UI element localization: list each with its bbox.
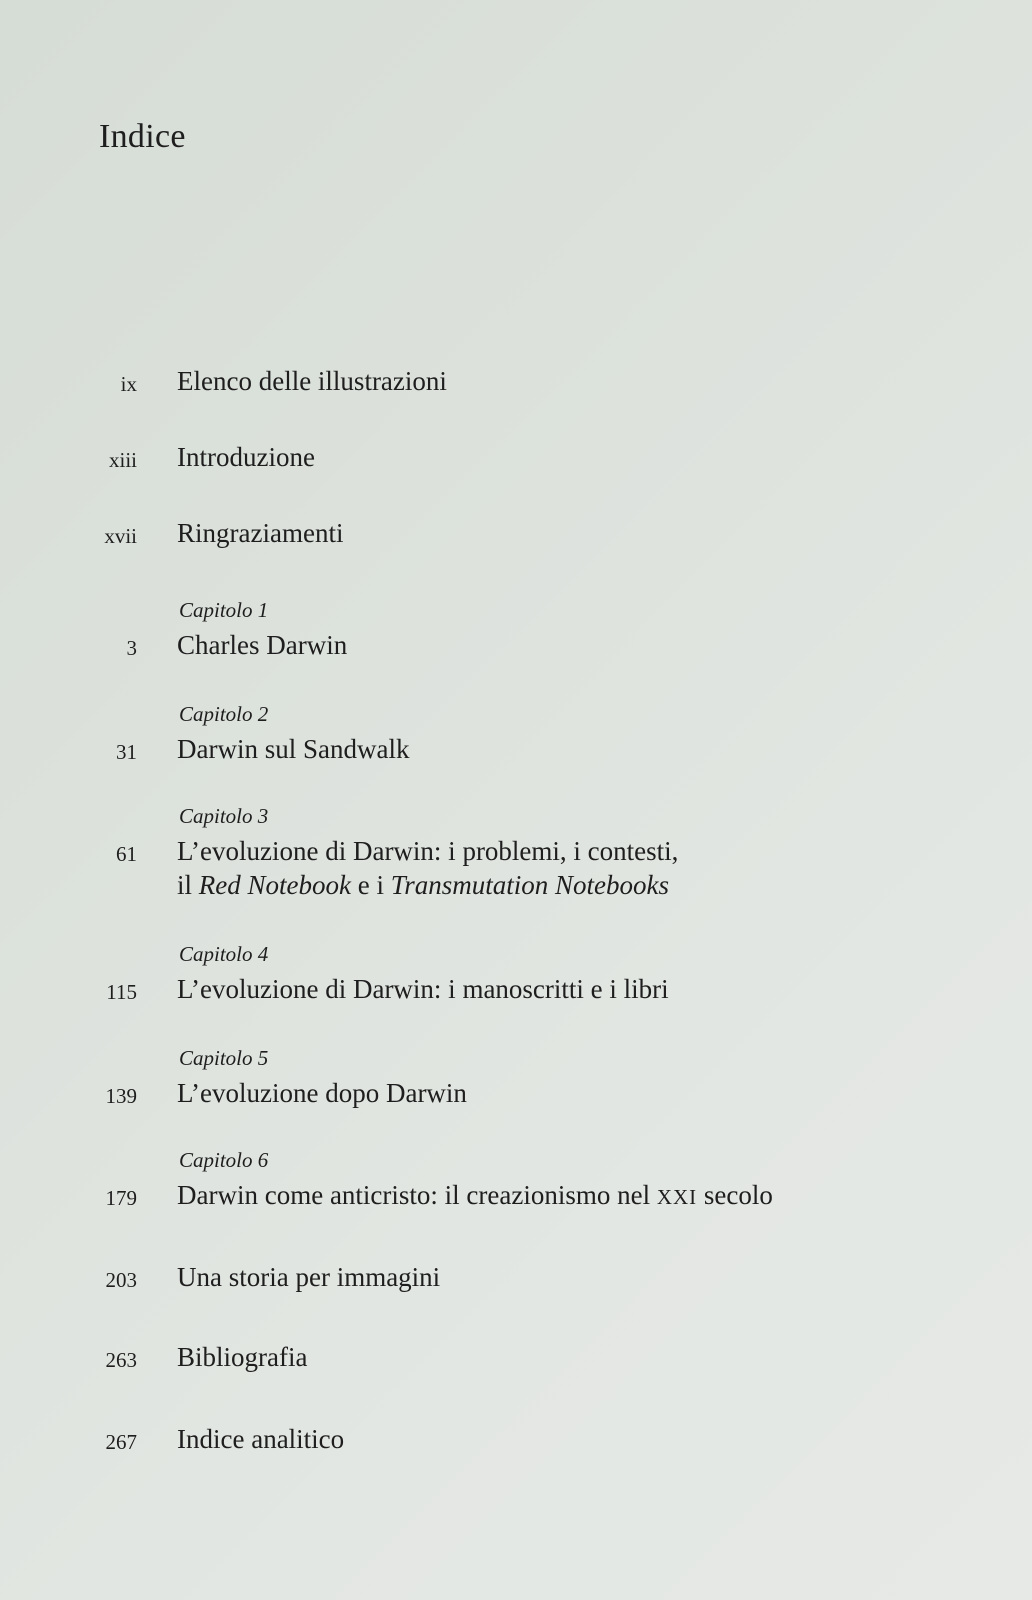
chapter-label: Capitolo 3	[179, 804, 269, 828]
entry-title: Darwin sul Sandwalk	[177, 734, 410, 764]
entry-title: L’evoluzione di Darwin: i manoscritti e i libri	[177, 974, 669, 1004]
entry-title: Indice analitico	[177, 1424, 345, 1454]
chapter-label: Capitolo 1	[179, 598, 269, 622]
page-number: 263	[105, 1348, 137, 1372]
entry-title-line-1: L’evoluzione di Darwin: i problemi, i contesti,	[177, 836, 679, 866]
entry-title: Una storia per immagini	[177, 1262, 441, 1292]
text: secolo	[697, 1180, 773, 1210]
italic-title: Red Notebook	[198, 870, 351, 900]
text: il	[177, 870, 199, 900]
page-number: 267	[105, 1430, 137, 1454]
page-number: 3	[126, 636, 137, 660]
page-number: 115	[106, 980, 137, 1004]
chapter-label: Capitolo 2	[179, 702, 269, 726]
page-number: 139	[105, 1084, 137, 1108]
page-number: 203	[105, 1268, 137, 1292]
entry-title: Bibliografia	[177, 1342, 308, 1372]
text: Darwin come anticristo: il creazionismo nel	[177, 1180, 657, 1210]
page-number: ix	[120, 372, 137, 396]
page-number: 31	[116, 740, 137, 764]
page-number: 179	[105, 1186, 137, 1210]
entry-title: L’evoluzione dopo Darwin	[177, 1078, 467, 1108]
page-number: xiii	[108, 448, 137, 472]
entry-title-line-2	[177, 868, 669, 902]
text: e i	[350, 870, 391, 900]
entry-title: Introduzione	[177, 442, 315, 472]
entry-title: Ringraziamenti	[177, 518, 344, 548]
chapter-label: Capitolo 6	[179, 1148, 269, 1172]
page-title: Indice	[99, 118, 186, 155]
entry-title: Elenco delle illustrazioni	[177, 366, 447, 396]
page-number: 61	[116, 842, 137, 866]
chapter-label: Capitolo 5	[179, 1046, 269, 1070]
entry-title	[177, 1178, 773, 1214]
entry-title: Charles Darwin	[177, 630, 348, 660]
italic-title: Transmutation Notebooks	[390, 870, 670, 900]
small-caps-numeral: XXI	[656, 1185, 698, 1209]
chapter-label: Capitolo 4	[179, 942, 269, 966]
page-number: xvii	[104, 524, 137, 548]
